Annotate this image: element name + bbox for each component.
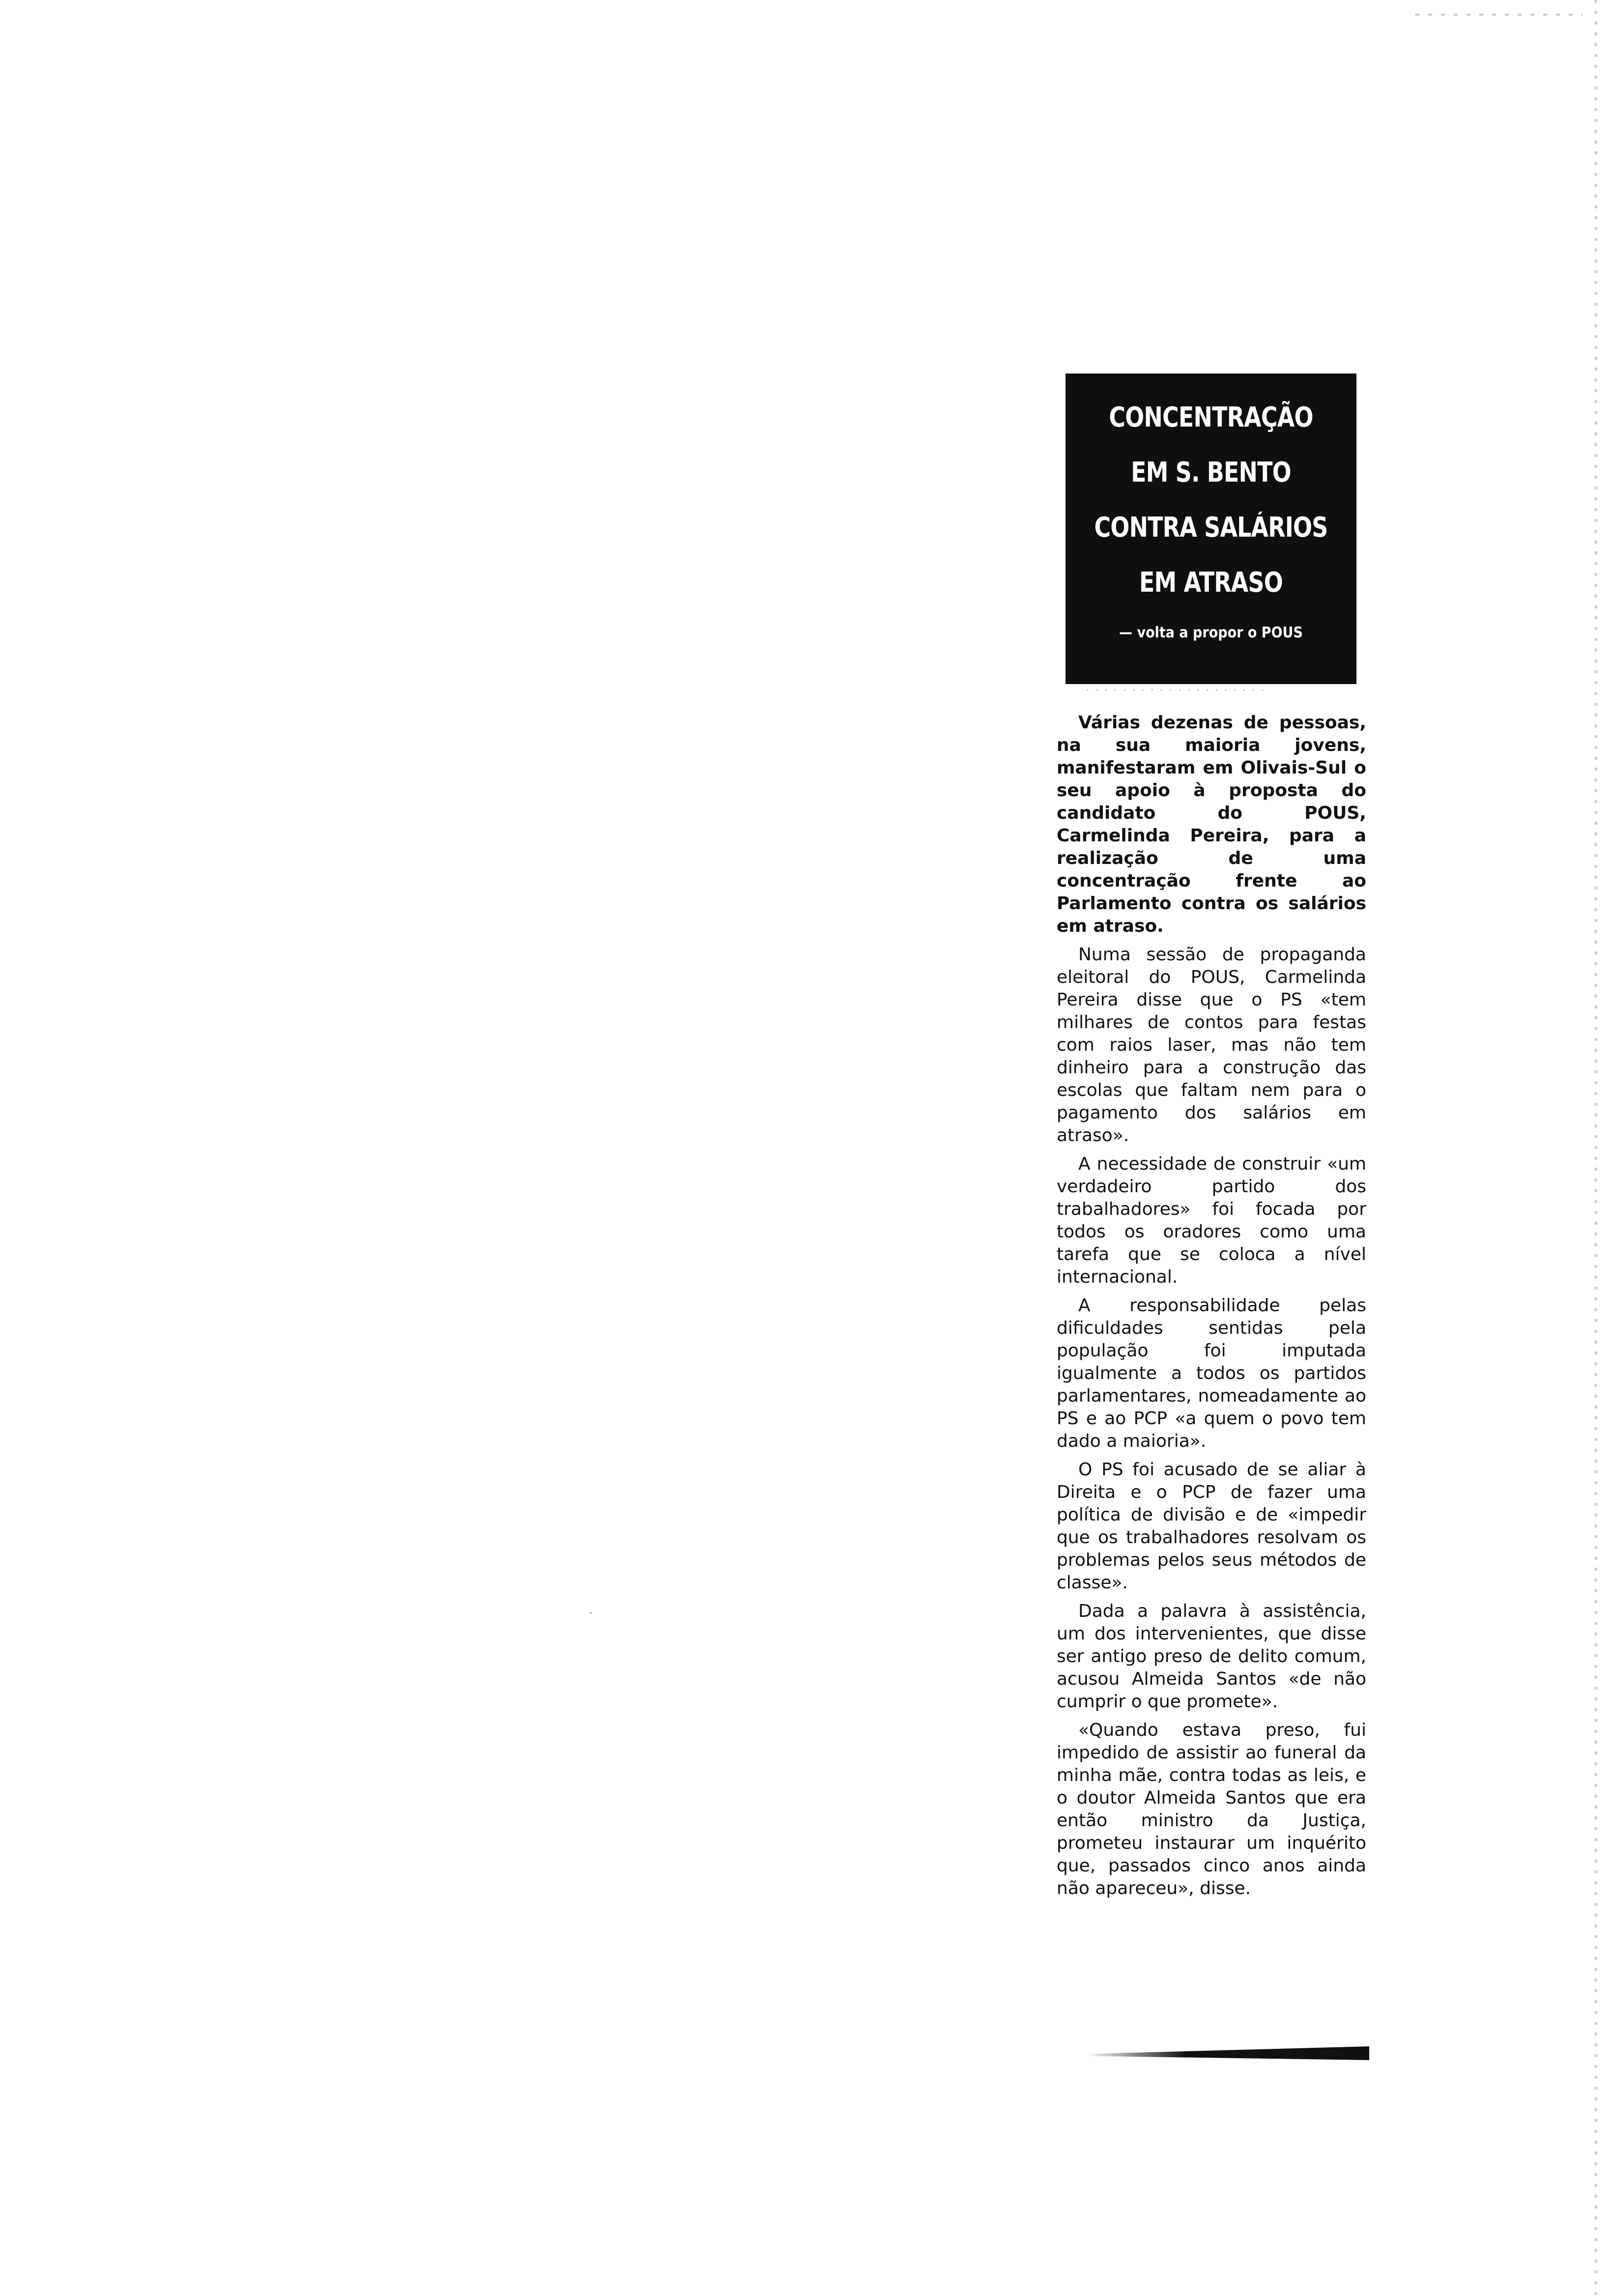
article-paragraph-7: «Quando estava preso, fui impedido de assistir ao funeral da minha mãe, contra todas as leis, e o doutor Almeida Santos que era então ministro da Justiça, prometeu instaurar um inquérito que, passados cinco anos ainda não apareceu», disse. <box>1057 1720 1366 1898</box>
article-paragraph-4: A responsabilidade pelas dificuldades sentidas pela população foi imputada igualmente a todos os partidos parlamentares, nomeadamente ao PS e ao PCP «a quem o povo tem dado a maioria». <box>1057 1295 1366 1451</box>
headline-line-4: EM ATRASO <box>1139 567 1283 599</box>
scan-edge-right <box>1594 0 1597 2296</box>
headline-line-2: EM S. BENTO <box>1131 457 1291 488</box>
article-paragraph-2: Numa sessão de propaganda eleitoral do POUS, Carmelinda Pereira disse que o PS «tem milhares de contos para festas com raios laser, mas não tem dinheiro para a construção das escolas que faltam nem para o pagamento dos salários em atraso». <box>1057 945 1366 1146</box>
article-body <box>1057 712 1366 1906</box>
article-end-rule <box>1086 2046 1369 2060</box>
headline-box <box>1065 373 1356 684</box>
scan-speck <box>590 1612 592 1614</box>
article-paragraph-3: A necessidade de construir «um verdadeiro partido dos trabalhadores» foi focada por todos os oradores como uma tarefa que se coloca a nível internacional. <box>1057 1154 1366 1287</box>
article-paragraph-6: Dada a palavra à assistência, um dos intervenientes, que disse ser antigo preso de delito comum, acusou Almeida Santos «de não cumprir o que promete». <box>1057 1601 1366 1712</box>
scan-edge-top <box>1415 14 1583 16</box>
headline-line-3: CONTRA SALÁRIOS <box>1094 512 1328 544</box>
scan-noise: · · · · · · · · · · · · · · · · · · · · <box>1086 684 1266 695</box>
article-paragraph-1: Várias dezenas de pessoas, na sua maioria jovens, manifestaram em Olivais-Sul o seu apoio à proposta do candidato do POUS, Carmelinda Pereira, para a realização de uma concentração frente ao Parlamento contra os salários em atraso. <box>1057 713 1366 936</box>
headline-line-1: CONCENTRAÇÃO <box>1109 402 1313 433</box>
article-paragraph-5: O PS foi acusado de se aliar à Direita e o PCP de fazer uma política de divisão e de «impedir que os trabalhadores resolvam os problemas pelos seus métodos de classe». <box>1057 1460 1366 1593</box>
headline-kicker: — volta a propor o POUS <box>1119 624 1303 641</box>
